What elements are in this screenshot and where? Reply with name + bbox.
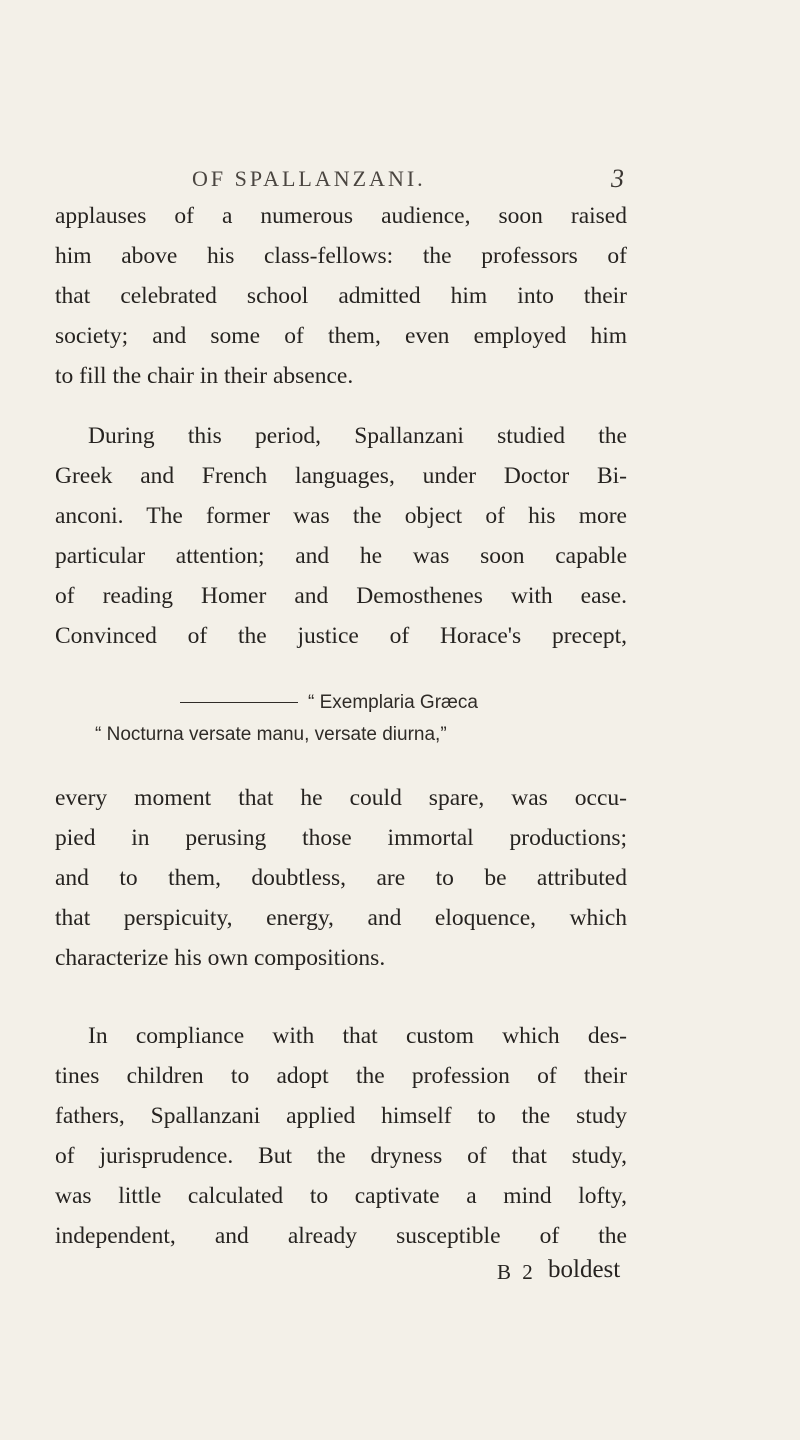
text-line: and to them, doubtless, are to be attributed — [55, 865, 627, 891]
text-line: Greek and French languages, under Doctor Bi- — [55, 463, 627, 489]
text-line: society; and some of them, even employed him — [55, 323, 627, 349]
quotation-dash — [180, 702, 298, 703]
text-line: independent, and already susceptible of the — [55, 1223, 627, 1249]
text-line: tines children to adopt the profession of their — [55, 1063, 627, 1089]
text-line: applauses of a numerous audience, soon raised — [55, 203, 627, 229]
text-line: every moment that he could spare, was occu- — [55, 785, 627, 811]
catchword: boldest — [548, 1256, 621, 1283]
text-line: him above his class-fellows: the professors of — [55, 243, 627, 269]
text-line: that perspicuity, energy, and eloquence, which — [55, 905, 627, 931]
text-line: During this period, Spallanzani studied the — [88, 423, 627, 449]
text-line: In compliance with that custom which des- — [88, 1023, 627, 1049]
text-line: anconi. The former was the object of his more — [55, 503, 627, 529]
page-footer — [0, 1256, 800, 1292]
text-line: was little calculated to captivate a mind lofty, — [55, 1183, 627, 1209]
running-head — [0, 166, 800, 196]
text-line: fathers, Spallanzani applied himself to the study — [55, 1103, 627, 1129]
quotation-text: “ Exemplaria Græca — [308, 692, 478, 713]
signature-mark: B 2 — [497, 1260, 536, 1284]
quotation-line — [180, 690, 478, 716]
text-line: Convinced of the justice of Horace's precept, — [55, 623, 627, 649]
running-title: OF SPALLANZANI. — [192, 166, 426, 191]
text-line: pied in perusing those immortal productions; — [55, 825, 627, 851]
quotation-line: “ Nocturna versate manu, versate diurna,” — [95, 724, 447, 745]
text-line: of jurisprudence. But the dryness of that study, — [55, 1143, 627, 1169]
text-line: of reading Homer and Demosthenes with ease. — [55, 583, 627, 609]
page-number: 3 — [611, 164, 624, 193]
text-line: to fill the chair in their absence. — [55, 363, 354, 389]
text-line: particular attention; and he was soon capable — [55, 543, 627, 569]
text-line: that celebrated school admitted him into their — [55, 283, 627, 309]
text-line: characterize his own compositions. — [55, 945, 386, 971]
